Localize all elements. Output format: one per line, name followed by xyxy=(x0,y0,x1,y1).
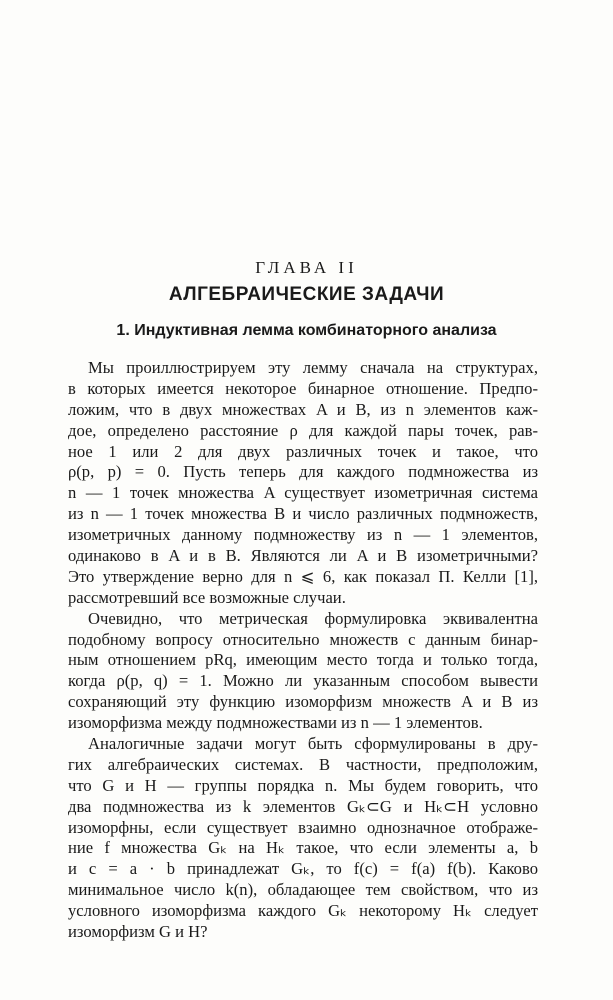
text-line: Мы проиллюстрируем эту лемму сначала на структурах, xyxy=(88,358,538,377)
chapter-label: ГЛАВА II xyxy=(255,258,358,277)
text-line: условного изоморфизма каждого Gₖ некоторому Hₖ следует xyxy=(68,901,538,921)
text-line: что G и H — группы порядка n. Мы будем говорить, что xyxy=(68,775,538,795)
text-line: когда ρ(p, q) = 1. Можно ли указанным способом вывести xyxy=(68,671,538,691)
text-line: одинаково в A и в B. Являются ли A и B изометричными? xyxy=(68,546,538,566)
text-line: ние f множества Gₖ на Hₖ такое, что если элементы a, b xyxy=(68,838,538,858)
text-line: Очевидно, что метрическая формулировка эквивалентна xyxy=(88,608,538,628)
text-line: изометричных данному подмножеству из n — 1 элементов, xyxy=(68,525,538,545)
text-line: изоморфны, если существует взаимно однозначное отображе- xyxy=(68,817,538,837)
text-line: изоморфизм G и H? xyxy=(68,922,208,942)
text-line: ным отношением pRq, имеющим место тогда и только тогда, xyxy=(68,650,538,670)
text-line: гих алгебраических системах. В частности, предположим, xyxy=(68,754,538,774)
text-line: Это утверждение верно для n ⩽ 6, как показал П. Келли [1], xyxy=(68,566,538,586)
text-line: сохраняющий эту функцию изоморфизм множеств A и B из xyxy=(68,692,538,712)
text-line: рассмотревший все возможные случаи. xyxy=(68,587,346,607)
text-line: подобному вопросу относительно множеств с данным бинар- xyxy=(68,629,538,649)
body-text xyxy=(68,358,538,943)
text-line: и c = a · b принадлежат Gₖ, то f(c) = f(a) f(b). Каково xyxy=(68,859,538,879)
text-line: ложим, что в двух множествах A и B, из n элементов каж- xyxy=(68,399,538,419)
text-line: дое, определено расстояние ρ для каждой пары точек, рав- xyxy=(68,420,538,440)
text-line: n — 1 точек множества A существует изометричная система xyxy=(68,483,538,503)
text-line: ное 1 или 2 для двух различных точек и такое, что xyxy=(68,441,538,461)
text-line: изоморфизма между подмножествами из n — 1 элементов. xyxy=(68,713,483,733)
text-line: Аналогичные задачи могут быть сформулированы в дру- xyxy=(88,734,538,754)
text-line: два подмножества из k элементов Gₖ⊂G и Hₖ⊂H условно xyxy=(68,796,538,816)
text-line: из n — 1 точек множества B и число различных подмножеств, xyxy=(68,504,538,524)
text-line: в которых имеется некоторое бинарное отношение. Предпо- xyxy=(68,378,538,398)
text-line: минимальное число k(n), обладающее тем свойством, что из xyxy=(68,880,538,900)
chapter-title: АЛГЕБРАИЧЕСКИЕ ЗАДАЧИ xyxy=(168,284,445,305)
text-line: ρ(p, p) = 0. Пусть теперь для каждого подмножества из xyxy=(68,462,538,482)
section-title: 1. Индуктивная лемма комбинаторного анализа xyxy=(116,322,497,339)
